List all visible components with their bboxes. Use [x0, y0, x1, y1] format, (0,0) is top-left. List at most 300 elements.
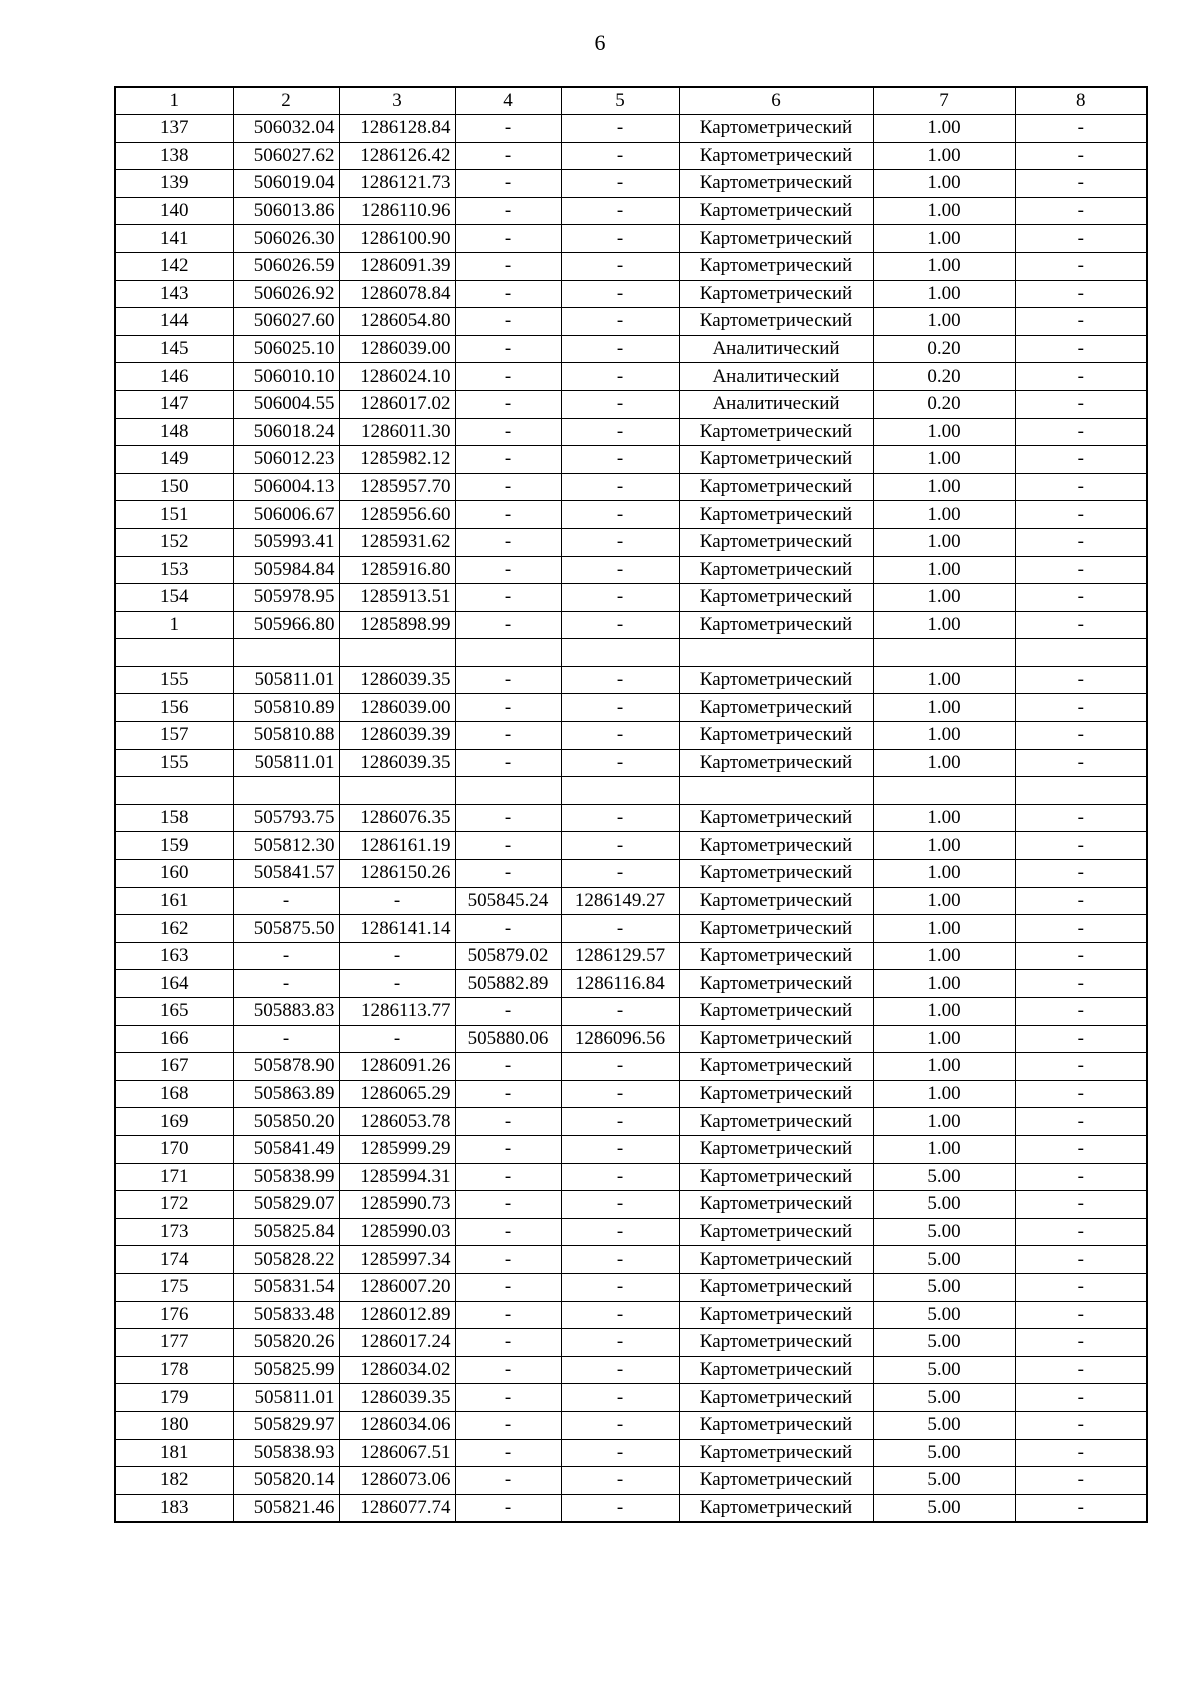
table-row [115, 1163, 1147, 1191]
accuracy-cell: 5.00 [873, 1384, 1015, 1412]
table-row [115, 804, 1147, 832]
x-coord-cell: 505828.22 [233, 1246, 339, 1274]
point-number-cell: 155 [115, 666, 233, 694]
accuracy-cell [873, 639, 1015, 667]
x-coord-alt-cell: - [455, 446, 561, 474]
x-coord-alt-cell: - [455, 722, 561, 750]
column-header: 2 [233, 87, 339, 115]
y-coord-cell: 1286076.35 [339, 804, 455, 832]
x-coord-alt-cell: - [455, 556, 561, 584]
method-cell: Картометрический [679, 749, 873, 777]
table-row [115, 528, 1147, 556]
y-coord-cell: 1286034.02 [339, 1356, 455, 1384]
point-number-cell: 173 [115, 1218, 233, 1246]
table-row [115, 1108, 1147, 1136]
x-coord-alt-cell: - [455, 1329, 561, 1357]
y-coord-cell: 1286039.00 [339, 335, 455, 363]
x-coord-cell: 505793.75 [233, 804, 339, 832]
x-coord-cell: 505811.01 [233, 749, 339, 777]
column-header: 5 [561, 87, 679, 115]
y-coord-cell: 1285990.73 [339, 1191, 455, 1219]
y-coord-cell: 1286078.84 [339, 280, 455, 308]
accuracy-cell: 5.00 [873, 1439, 1015, 1467]
y-coord-cell: 1286017.02 [339, 390, 455, 418]
accuracy-cell: 1.00 [873, 528, 1015, 556]
method-cell: Картометрический [679, 1191, 873, 1219]
x-coord-alt-cell: - [455, 1384, 561, 1412]
accuracy-cell: 1.00 [873, 446, 1015, 474]
y-coord-alt-cell: 1286129.57 [561, 942, 679, 970]
accuracy-cell: 5.00 [873, 1163, 1015, 1191]
y-coord-alt-cell: - [561, 390, 679, 418]
accuracy-cell: 5.00 [873, 1246, 1015, 1274]
table-row [115, 501, 1147, 529]
table-row [115, 115, 1147, 143]
y-coord-alt-cell: - [561, 501, 679, 529]
column-header: 8 [1015, 87, 1147, 115]
table-row [115, 694, 1147, 722]
y-coord-alt-cell: - [561, 1356, 679, 1384]
y-coord-cell: 1286017.24 [339, 1329, 455, 1357]
table-row [115, 390, 1147, 418]
y-coord-cell: 1285999.29 [339, 1135, 455, 1163]
point-number-cell: 140 [115, 197, 233, 225]
y-coord-alt-cell: - [561, 528, 679, 556]
note-cell: - [1015, 1439, 1147, 1467]
point-number-cell: 147 [115, 390, 233, 418]
column-header: 4 [455, 87, 561, 115]
accuracy-cell: 1.00 [873, 197, 1015, 225]
point-number-cell: 154 [115, 584, 233, 612]
y-coord-cell: 1285956.60 [339, 501, 455, 529]
table-row [115, 418, 1147, 446]
x-coord-cell: 506032.04 [233, 115, 339, 143]
x-coord-alt-cell: - [455, 915, 561, 943]
y-coord-alt-cell: - [561, 252, 679, 280]
method-cell: Аналитический [679, 363, 873, 391]
accuracy-cell: 0.20 [873, 335, 1015, 363]
note-cell: - [1015, 1356, 1147, 1384]
y-coord-cell: 1286141.14 [339, 915, 455, 943]
y-coord-cell: 1286161.19 [339, 832, 455, 860]
point-number-cell: 148 [115, 418, 233, 446]
table-row [115, 777, 1147, 805]
table-row [115, 556, 1147, 584]
y-coord-cell: 1286011.30 [339, 418, 455, 446]
y-coord-alt-cell: - [561, 418, 679, 446]
accuracy-cell: 1.00 [873, 832, 1015, 860]
table-header-row [115, 87, 1147, 115]
x-coord-alt-cell: - [455, 280, 561, 308]
x-coord-cell: 505878.90 [233, 1053, 339, 1081]
y-coord-cell: 1286091.26 [339, 1053, 455, 1081]
y-coord-alt-cell: - [561, 998, 679, 1026]
x-coord-cell: - [233, 887, 339, 915]
table-row [115, 1080, 1147, 1108]
accuracy-cell: 0.20 [873, 363, 1015, 391]
point-number-cell: 165 [115, 998, 233, 1026]
method-cell: Картометрический [679, 1356, 873, 1384]
note-cell: - [1015, 1329, 1147, 1357]
y-coord-alt-cell: - [561, 1135, 679, 1163]
method-cell: Картометрический [679, 446, 873, 474]
x-coord-alt-cell: - [455, 1273, 561, 1301]
method-cell: Картометрический [679, 694, 873, 722]
x-coord-alt-cell: - [455, 1218, 561, 1246]
accuracy-cell: 5.00 [873, 1218, 1015, 1246]
accuracy-cell: 1.00 [873, 970, 1015, 998]
method-cell: Картометрический [679, 915, 873, 943]
point-number-cell [115, 639, 233, 667]
note-cell [1015, 639, 1147, 667]
note-cell: - [1015, 749, 1147, 777]
method-cell: Картометрический [679, 308, 873, 336]
x-coord-cell: 506019.04 [233, 170, 339, 198]
y-coord-alt-cell: - [561, 142, 679, 170]
table-row [115, 887, 1147, 915]
table-row [115, 832, 1147, 860]
accuracy-cell: 1.00 [873, 1025, 1015, 1053]
x-coord-cell: - [233, 970, 339, 998]
method-cell: Картометрический [679, 970, 873, 998]
accuracy-cell: 5.00 [873, 1467, 1015, 1495]
y-coord-alt-cell: - [561, 611, 679, 639]
note-cell: - [1015, 1494, 1147, 1522]
note-cell: - [1015, 860, 1147, 888]
note-cell: - [1015, 225, 1147, 253]
y-coord-alt-cell: - [561, 1053, 679, 1081]
x-coord-alt-cell: - [455, 197, 561, 225]
table-body [115, 87, 1147, 1522]
x-coord-cell: 505810.88 [233, 722, 339, 750]
table-row [115, 1053, 1147, 1081]
y-coord-cell: 1286039.00 [339, 694, 455, 722]
point-number-cell: 164 [115, 970, 233, 998]
note-cell: - [1015, 390, 1147, 418]
note-cell: - [1015, 1301, 1147, 1329]
x-coord-cell: 505838.93 [233, 1439, 339, 1467]
y-coord-cell: 1286121.73 [339, 170, 455, 198]
method-cell: Картометрический [679, 142, 873, 170]
table-row [115, 611, 1147, 639]
point-number-cell: 141 [115, 225, 233, 253]
x-coord-alt-cell: - [455, 1246, 561, 1274]
x-coord-cell: 505838.99 [233, 1163, 339, 1191]
y-coord-alt-cell: 1286116.84 [561, 970, 679, 998]
x-coord-alt-cell: 505882.89 [455, 970, 561, 998]
y-coord-alt-cell: - [561, 1163, 679, 1191]
point-number-cell: 156 [115, 694, 233, 722]
accuracy-cell: 1.00 [873, 473, 1015, 501]
y-coord-cell: 1286012.89 [339, 1301, 455, 1329]
table-row [115, 1218, 1147, 1246]
note-cell: - [1015, 446, 1147, 474]
accuracy-cell: 1.00 [873, 694, 1015, 722]
point-number-cell: 153 [115, 556, 233, 584]
x-coord-alt-cell: - [455, 1080, 561, 1108]
point-number-cell: 159 [115, 832, 233, 860]
x-coord-cell: 505825.99 [233, 1356, 339, 1384]
y-coord-alt-cell: - [561, 584, 679, 612]
x-coord-cell: 506026.30 [233, 225, 339, 253]
note-cell: - [1015, 887, 1147, 915]
table-row [115, 308, 1147, 336]
table-row [115, 142, 1147, 170]
note-cell: - [1015, 252, 1147, 280]
note-cell: - [1015, 115, 1147, 143]
table-row [115, 1439, 1147, 1467]
method-cell: Картометрический [679, 418, 873, 446]
y-coord-cell: 1286110.96 [339, 197, 455, 225]
column-header: 3 [339, 87, 455, 115]
note-cell: - [1015, 722, 1147, 750]
point-number-cell: 150 [115, 473, 233, 501]
method-cell: Картометрический [679, 1301, 873, 1329]
x-coord-alt-cell: - [455, 1439, 561, 1467]
method-cell: Картометрический [679, 528, 873, 556]
y-coord-alt-cell: - [561, 363, 679, 391]
accuracy-cell: 1.00 [873, 611, 1015, 639]
accuracy-cell: 1.00 [873, 804, 1015, 832]
table-row [115, 1411, 1147, 1439]
method-cell: Картометрический [679, 280, 873, 308]
x-coord-alt-cell: - [455, 694, 561, 722]
x-coord-alt-cell: - [455, 418, 561, 446]
x-coord-cell: 505978.95 [233, 584, 339, 612]
x-coord-cell [233, 777, 339, 805]
table-row [115, 998, 1147, 1026]
x-coord-cell: 505829.97 [233, 1411, 339, 1439]
y-coord-alt-cell: - [561, 1439, 679, 1467]
table-row [115, 584, 1147, 612]
method-cell: Картометрический [679, 473, 873, 501]
table-row [115, 225, 1147, 253]
x-coord-cell: 506013.86 [233, 197, 339, 225]
y-coord-alt-cell: - [561, 1301, 679, 1329]
y-coord-cell: - [339, 887, 455, 915]
point-number-cell: 178 [115, 1356, 233, 1384]
y-coord-alt-cell: - [561, 1273, 679, 1301]
y-coord-alt-cell: - [561, 749, 679, 777]
x-coord-alt-cell: 505845.24 [455, 887, 561, 915]
note-cell: - [1015, 1080, 1147, 1108]
x-coord-alt-cell: - [455, 611, 561, 639]
y-coord-alt-cell: - [561, 1411, 679, 1439]
note-cell: - [1015, 1218, 1147, 1246]
x-coord-alt-cell: - [455, 998, 561, 1026]
y-coord-alt-cell: 1286096.56 [561, 1025, 679, 1053]
point-number-cell: 146 [115, 363, 233, 391]
x-coord-alt-cell: - [455, 390, 561, 418]
accuracy-cell: 5.00 [873, 1329, 1015, 1357]
x-coord-alt-cell: 505879.02 [455, 942, 561, 970]
y-coord-alt-cell: - [561, 1191, 679, 1219]
point-number-cell: 175 [115, 1273, 233, 1301]
note-cell: - [1015, 970, 1147, 998]
y-coord-alt-cell: - [561, 1218, 679, 1246]
y-coord-alt-cell: - [561, 473, 679, 501]
x-coord-cell: 505833.48 [233, 1301, 339, 1329]
x-coord-cell: 506025.10 [233, 335, 339, 363]
y-coord-alt-cell: - [561, 115, 679, 143]
note-cell: - [1015, 1191, 1147, 1219]
x-coord-cell: 505966.80 [233, 611, 339, 639]
x-coord-cell: 505812.30 [233, 832, 339, 860]
x-coord-alt-cell: - [455, 252, 561, 280]
x-coord-cell: 505810.89 [233, 694, 339, 722]
x-coord-cell: 506004.55 [233, 390, 339, 418]
point-number-cell: 172 [115, 1191, 233, 1219]
x-coord-alt-cell: - [455, 501, 561, 529]
y-coord-alt-cell: 1286149.27 [561, 887, 679, 915]
note-cell: - [1015, 528, 1147, 556]
y-coord-alt-cell: - [561, 1080, 679, 1108]
x-coord-cell: - [233, 942, 339, 970]
accuracy-cell: 1.00 [873, 666, 1015, 694]
y-coord-alt-cell: - [561, 860, 679, 888]
x-coord-cell: 505829.07 [233, 1191, 339, 1219]
x-coord-cell: 506010.10 [233, 363, 339, 391]
y-coord-alt-cell: - [561, 1384, 679, 1412]
x-coord-alt-cell: - [455, 528, 561, 556]
y-coord-cell: 1285913.51 [339, 584, 455, 612]
y-coord-alt-cell: - [561, 225, 679, 253]
note-cell: - [1015, 1467, 1147, 1495]
x-coord-cell: 506026.92 [233, 280, 339, 308]
point-number-cell: 1 [115, 611, 233, 639]
table-row [115, 280, 1147, 308]
method-cell: Картометрический [679, 584, 873, 612]
method-cell: Картометрический [679, 1053, 873, 1081]
y-coord-cell: - [339, 942, 455, 970]
y-coord-alt-cell: - [561, 1329, 679, 1357]
note-cell: - [1015, 280, 1147, 308]
x-coord-alt-cell: - [455, 584, 561, 612]
method-cell: Картометрический [679, 1218, 873, 1246]
accuracy-cell: 1.00 [873, 142, 1015, 170]
x-coord-cell: 506027.62 [233, 142, 339, 170]
method-cell: Аналитический [679, 335, 873, 363]
x-coord-alt-cell: - [455, 170, 561, 198]
point-number-cell: 161 [115, 887, 233, 915]
note-cell: - [1015, 1163, 1147, 1191]
accuracy-cell: 1.00 [873, 722, 1015, 750]
point-number-cell: 157 [115, 722, 233, 750]
method-cell: Картометрический [679, 1135, 873, 1163]
accuracy-cell: 1.00 [873, 308, 1015, 336]
accuracy-cell: 1.00 [873, 225, 1015, 253]
y-coord-cell: 1286007.20 [339, 1273, 455, 1301]
method-cell: Картометрический [679, 998, 873, 1026]
x-coord-alt-cell: - [455, 1053, 561, 1081]
x-coord-cell: 505883.83 [233, 998, 339, 1026]
point-number-cell: 179 [115, 1384, 233, 1412]
point-number-cell [115, 777, 233, 805]
x-coord-cell: 506006.67 [233, 501, 339, 529]
accuracy-cell: 5.00 [873, 1411, 1015, 1439]
y-coord-alt-cell: - [561, 1246, 679, 1274]
x-coord-alt-cell: - [455, 860, 561, 888]
accuracy-cell: 1.00 [873, 252, 1015, 280]
note-cell: - [1015, 556, 1147, 584]
y-coord-cell: 1286039.35 [339, 1384, 455, 1412]
x-coord-alt-cell: - [455, 225, 561, 253]
point-number-cell: 180 [115, 1411, 233, 1439]
accuracy-cell [873, 777, 1015, 805]
point-number-cell: 155 [115, 749, 233, 777]
table-row [115, 1273, 1147, 1301]
y-coord-cell: 1285997.34 [339, 1246, 455, 1274]
point-number-cell: 167 [115, 1053, 233, 1081]
y-coord-alt-cell [561, 639, 679, 667]
accuracy-cell: 1.00 [873, 280, 1015, 308]
x-coord-alt-cell: - [455, 1135, 561, 1163]
y-coord-cell: 1286128.84 [339, 115, 455, 143]
point-number-cell: 143 [115, 280, 233, 308]
x-coord-cell: 506026.59 [233, 252, 339, 280]
x-coord-cell: 506018.24 [233, 418, 339, 446]
point-number-cell: 183 [115, 1494, 233, 1522]
y-coord-cell: 1285898.99 [339, 611, 455, 639]
method-cell: Картометрический [679, 942, 873, 970]
accuracy-cell: 5.00 [873, 1191, 1015, 1219]
note-cell: - [1015, 1108, 1147, 1136]
accuracy-cell: 1.00 [873, 1108, 1015, 1136]
x-coord-alt-cell: - [455, 308, 561, 336]
accuracy-cell: 0.20 [873, 390, 1015, 418]
point-number-cell: 145 [115, 335, 233, 363]
x-coord-alt-cell: - [455, 1467, 561, 1495]
y-coord-alt-cell: - [561, 280, 679, 308]
table-row [115, 170, 1147, 198]
x-coord-alt-cell: - [455, 1494, 561, 1522]
accuracy-cell: 1.00 [873, 584, 1015, 612]
method-cell: Картометрический [679, 1080, 873, 1108]
accuracy-cell: 1.00 [873, 501, 1015, 529]
x-coord-cell [233, 639, 339, 667]
table-row [115, 363, 1147, 391]
y-coord-cell: 1285990.03 [339, 1218, 455, 1246]
point-number-cell: 176 [115, 1301, 233, 1329]
accuracy-cell: 1.00 [873, 115, 1015, 143]
x-coord-alt-cell: - [455, 1108, 561, 1136]
note-cell: - [1015, 832, 1147, 860]
table-row [115, 666, 1147, 694]
x-coord-alt-cell: - [455, 335, 561, 363]
y-coord-cell: 1285916.80 [339, 556, 455, 584]
method-cell: Картометрический [679, 252, 873, 280]
y-coord-cell: 1286077.74 [339, 1494, 455, 1522]
y-coord-alt-cell: - [561, 832, 679, 860]
x-coord-cell: 505820.26 [233, 1329, 339, 1357]
y-coord-cell: 1286067.51 [339, 1439, 455, 1467]
x-coord-alt-cell [455, 777, 561, 805]
x-coord-alt-cell: - [455, 804, 561, 832]
y-coord-cell [339, 777, 455, 805]
x-coord-alt-cell: - [455, 363, 561, 391]
note-cell: - [1015, 804, 1147, 832]
point-number-cell: 149 [115, 446, 233, 474]
y-coord-alt-cell: - [561, 308, 679, 336]
note-cell: - [1015, 418, 1147, 446]
y-coord-cell: 1285994.31 [339, 1163, 455, 1191]
x-coord-cell: 505820.14 [233, 1467, 339, 1495]
x-coord-cell: 505993.41 [233, 528, 339, 556]
note-cell: - [1015, 998, 1147, 1026]
point-number-cell: 169 [115, 1108, 233, 1136]
column-header: 1 [115, 87, 233, 115]
y-coord-cell: 1286126.42 [339, 142, 455, 170]
